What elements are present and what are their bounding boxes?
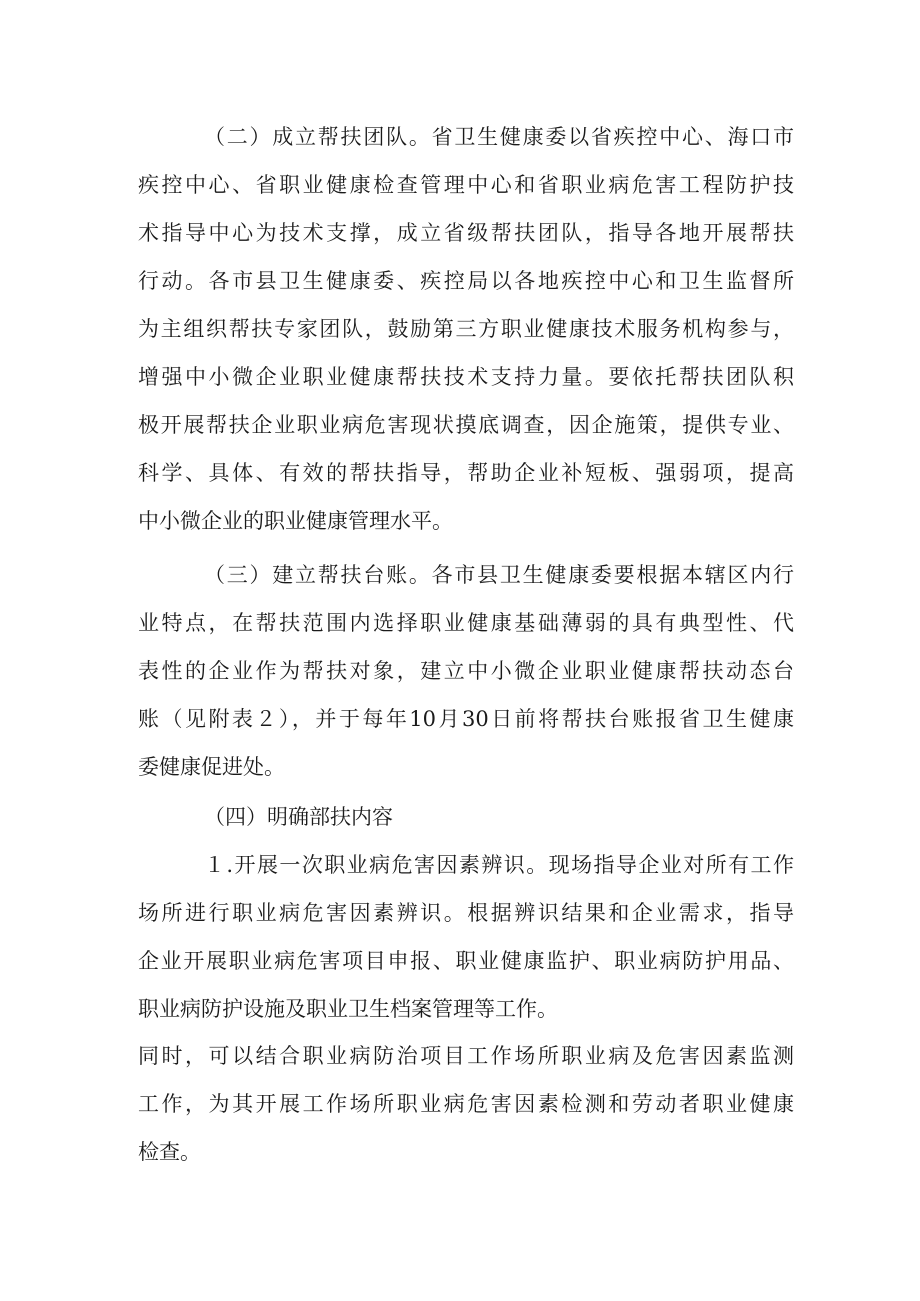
section-heading-support-content [138, 793, 794, 841]
text-line: 科学、具体、有效的帮扶指导，帮助企业补短板、强弱项，提高 [138, 461, 794, 485]
text-line: （四）明确部扶内容 [204, 805, 393, 829]
paragraph-monitoring-work [138, 1032, 794, 1176]
text-line: 极开展帮扶企业职业病危害现状摸底调查，因企施策，提供专业、 [138, 413, 794, 437]
text-line: 业特点，在帮扶范围内选择职业健康基础薄弱的具有典型性、代 [138, 611, 794, 635]
text-line: 疾控中心、省职业健康检查管理中心和省职业病危害工程防护技 [138, 173, 794, 197]
text-line: （二）成立帮扶团队。省卫生健康委以省疾控中心、海口市 [204, 125, 794, 149]
text-line: 企业开展职业病危害项目申报、职业健康监护、职业病防护用品、 [138, 949, 794, 973]
text-line: 职业病防护设施及职业卫生档案管理等工作。 [138, 997, 558, 1021]
text-line: 行动。各市县卫生健康委、疾控局以各地疾控中心和卫生监督所 [138, 269, 794, 293]
text-line: 增强中小微企业职业健康帮扶技术支持力量。要依托帮扶团队积 [138, 365, 794, 389]
paragraph-establish-support-ledger [138, 551, 794, 791]
text-line: 工作，为其开展工作场所职业病危害因素检测和劳动者职业健康 [138, 1092, 794, 1116]
text-line: 术指导中心为技术支撑，成立省级帮扶团队，指导各地开展帮扶 [138, 221, 794, 245]
text-line: 检查。 [138, 1140, 201, 1164]
text-line: １.开展一次职业病危害因素辨识。现场指导企业对所有工作 [204, 853, 794, 877]
text-line: 表性的企业作为帮扶对象，建立中小微企业职业健康帮扶动态台 [138, 659, 794, 683]
text-line: 中小微企业的职业健康管理水平。 [138, 509, 453, 533]
text-line: 同时，可以结合职业病防治项目工作场所职业病及危害因素监测 [138, 1044, 794, 1068]
paragraph-hazard-identification [138, 841, 794, 1033]
text-line: 场所进行职业病危害因素辨识。根据辨识结果和企业需求，指导 [138, 901, 794, 925]
text-line: 账（见附表２），并于每年10月30日前将帮扶台账报省卫生健康 [138, 707, 794, 731]
text-line: （三）建立帮扶台账。各市县卫生健康委要根据本辖区内行 [204, 563, 794, 587]
text-line: 为主组织帮扶专家团队，鼓励第三方职业健康技术服务机构参与， [138, 317, 794, 341]
paragraph-establish-support-team [138, 113, 794, 545]
text-line: 委健康促进处。 [138, 755, 285, 779]
